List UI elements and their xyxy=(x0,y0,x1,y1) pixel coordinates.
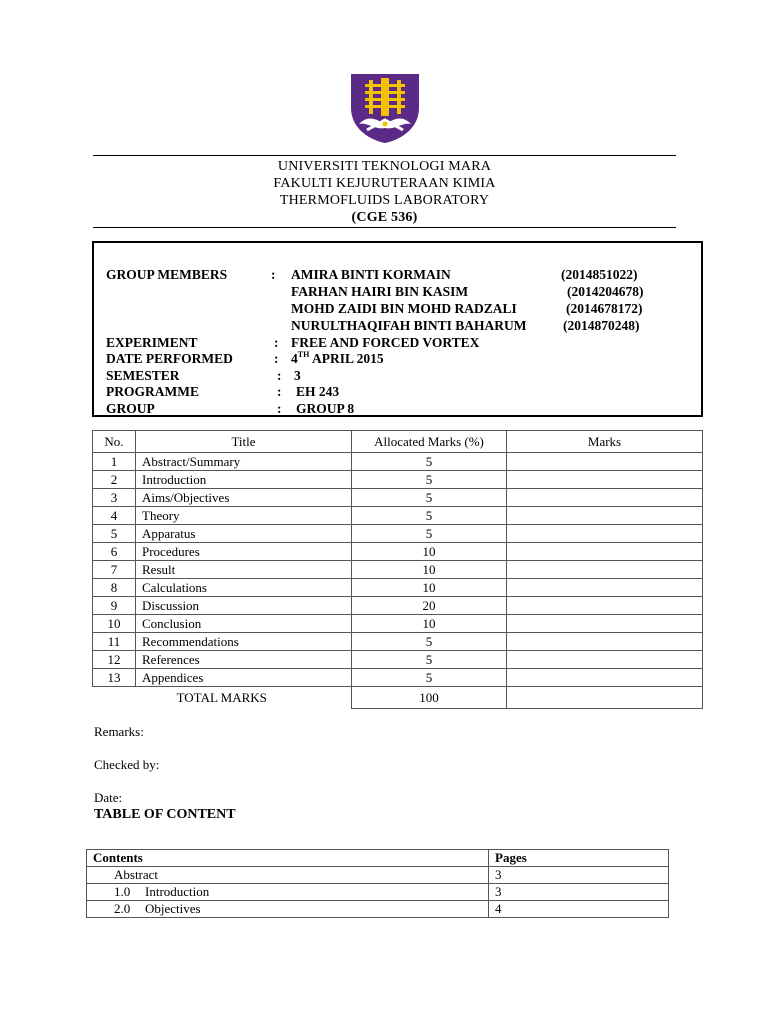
table-row xyxy=(93,507,703,525)
total-value: 100 xyxy=(352,687,507,709)
colon: : xyxy=(277,401,282,416)
cell-no: 10 xyxy=(93,615,136,633)
cell-no: 3 xyxy=(93,489,136,507)
cell-title: Conclusion xyxy=(136,615,352,633)
member-name: NURULTHAQIFAH BINTI BAHARUM xyxy=(291,318,527,333)
cell-title: Appendices xyxy=(136,669,352,687)
cell-marks xyxy=(507,471,703,489)
cell-no: 13 xyxy=(93,669,136,687)
cell-allocated: 10 xyxy=(352,615,507,633)
header-no: No. xyxy=(93,431,136,453)
member-id: (2014678172) xyxy=(566,301,643,316)
toc-entry-number: 1.0 xyxy=(114,884,131,899)
checked-by-label: Checked by: xyxy=(94,757,160,772)
cell-title: Result xyxy=(136,561,352,579)
toc-entry-page: 3 xyxy=(489,884,669,901)
university-name: UNIVERSITI TEKNOLOGI MARA xyxy=(277,159,492,174)
member-id: (2014204678) xyxy=(567,284,644,299)
group-members-label: GROUP MEMBERS xyxy=(106,267,228,282)
member-name: MOHD ZAIDI BIN MOHD RADZALI xyxy=(291,301,517,316)
cell-allocated: 20 xyxy=(352,597,507,615)
cell-marks xyxy=(507,651,703,669)
table-row xyxy=(93,453,703,471)
cell-no: 4 xyxy=(93,507,136,525)
group-info-box xyxy=(92,241,703,417)
faculty-name: FAKULTI KEJURUTERAAN KIMIA xyxy=(273,176,496,191)
cell-allocated: 5 xyxy=(352,633,507,651)
toc-header-row xyxy=(87,850,669,867)
toc-entry-title: Objectives xyxy=(145,901,201,916)
cell-allocated: 5 xyxy=(352,489,507,507)
cell-allocated: 5 xyxy=(352,507,507,525)
toc-entry-title: Introduction xyxy=(145,884,210,899)
cell-no: 2 xyxy=(93,471,136,489)
course-code: (CGE 536) xyxy=(351,210,418,225)
cell-marks xyxy=(507,543,703,561)
date-performed-label: DATE PERFORMED xyxy=(106,351,233,366)
toc-entry-title: Abstract xyxy=(114,867,159,882)
table-row xyxy=(93,633,703,651)
table-row xyxy=(93,471,703,489)
table-row xyxy=(93,525,703,543)
cell-title: Calculations xyxy=(136,579,352,597)
total-marks-cell xyxy=(507,687,703,709)
date-performed-value: 4TH APRIL 2015 xyxy=(291,350,384,366)
header-marks: Marks xyxy=(507,431,703,453)
toc-entry xyxy=(87,901,489,918)
cell-title: Abstract/Summary xyxy=(136,453,352,471)
cell-marks xyxy=(507,669,703,687)
cell-no: 5 xyxy=(93,525,136,543)
table-row xyxy=(93,651,703,669)
colon: : xyxy=(277,368,282,383)
cell-allocated: 10 xyxy=(352,543,507,561)
cell-allocated: 5 xyxy=(352,471,507,489)
toc-row xyxy=(87,901,669,918)
colon: : xyxy=(277,384,282,399)
semester-label: SEMESTER xyxy=(106,368,180,383)
table-row xyxy=(93,669,703,687)
experiment-value: FREE AND FORCED VORTEX xyxy=(291,335,480,350)
cell-allocated: 5 xyxy=(352,525,507,543)
cell-marks xyxy=(507,453,703,471)
cell-title: Discussion xyxy=(136,597,352,615)
cell-no: 6 xyxy=(93,543,136,561)
header-top-rule xyxy=(93,155,676,156)
cell-no: 11 xyxy=(93,633,136,651)
cell-marks xyxy=(507,579,703,597)
cell-marks xyxy=(507,561,703,579)
colon: : xyxy=(274,351,279,366)
group-value: GROUP 8 xyxy=(296,401,355,416)
member-id: (2014870248) xyxy=(563,318,640,333)
programme-label: PROGRAMME xyxy=(106,384,199,399)
cell-allocated: 5 xyxy=(352,651,507,669)
cell-allocated: 10 xyxy=(352,561,507,579)
toc-entry xyxy=(87,884,489,901)
cell-allocated: 5 xyxy=(352,453,507,471)
toc-header-pages: Pages xyxy=(489,850,669,867)
toc-entry-number: 2.0 xyxy=(114,901,131,916)
colon: : xyxy=(271,267,276,282)
cell-title: Apparatus xyxy=(136,525,352,543)
cell-no: 12 xyxy=(93,651,136,669)
cell-marks xyxy=(507,489,703,507)
total-row xyxy=(93,687,703,709)
cell-no: 9 xyxy=(93,597,136,615)
total-label: TOTAL MARKS xyxy=(176,690,267,705)
member-id: (2014851022) xyxy=(561,267,638,282)
toc-table xyxy=(86,849,669,918)
cell-title: Introduction xyxy=(136,471,352,489)
cell-title: Theory xyxy=(136,507,352,525)
cell-title: Aims/Objectives xyxy=(136,489,352,507)
cell-no: 1 xyxy=(93,453,136,471)
cell-no: 8 xyxy=(93,579,136,597)
cell-title: References xyxy=(136,651,352,669)
table-row xyxy=(93,489,703,507)
table-header-row xyxy=(93,431,703,453)
cell-marks xyxy=(507,525,703,543)
cell-marks xyxy=(507,615,703,633)
cell-marks xyxy=(507,507,703,525)
cell-allocated: 5 xyxy=(352,669,507,687)
semester-value: 3 xyxy=(294,368,301,383)
header-title: Title xyxy=(136,431,352,453)
programme-value: EH 243 xyxy=(296,384,340,399)
member-name: AMIRA BINTI KORMAIN xyxy=(291,267,451,282)
header-allocated: Allocated Marks (%) xyxy=(352,431,507,453)
toc-header-contents: Contents xyxy=(87,850,489,867)
cell-allocated: 10 xyxy=(352,579,507,597)
header-bottom-rule xyxy=(93,227,676,228)
marks-table xyxy=(92,430,703,709)
cell-title: Procedures xyxy=(136,543,352,561)
group-label: GROUP xyxy=(106,401,155,416)
toc-entry-page: 3 xyxy=(489,867,669,884)
colon: : xyxy=(274,335,279,350)
table-row xyxy=(93,615,703,633)
cell-title: Recommendations xyxy=(136,633,352,651)
table-row xyxy=(93,597,703,615)
toc-entry-page: 4 xyxy=(489,901,669,918)
toc-row xyxy=(87,884,669,901)
table-row xyxy=(93,561,703,579)
lab-name: THERMOFLUIDS LABORATORY xyxy=(279,193,490,208)
table-row xyxy=(93,543,703,561)
cell-marks xyxy=(507,633,703,651)
date-label: Date: xyxy=(94,790,123,805)
member-name: FARHAN HAIRI BIN KASIM xyxy=(291,284,469,299)
toc-entry xyxy=(87,867,489,884)
table-row xyxy=(93,579,703,597)
toc-row xyxy=(87,867,669,884)
toc-title: TABLE OF CONTENT xyxy=(94,807,236,822)
experiment-label: EXPERIMENT xyxy=(106,335,198,350)
remarks-label: Remarks: xyxy=(94,724,144,739)
cell-marks xyxy=(507,597,703,615)
university-logo xyxy=(347,72,423,144)
cell-no: 7 xyxy=(93,561,136,579)
